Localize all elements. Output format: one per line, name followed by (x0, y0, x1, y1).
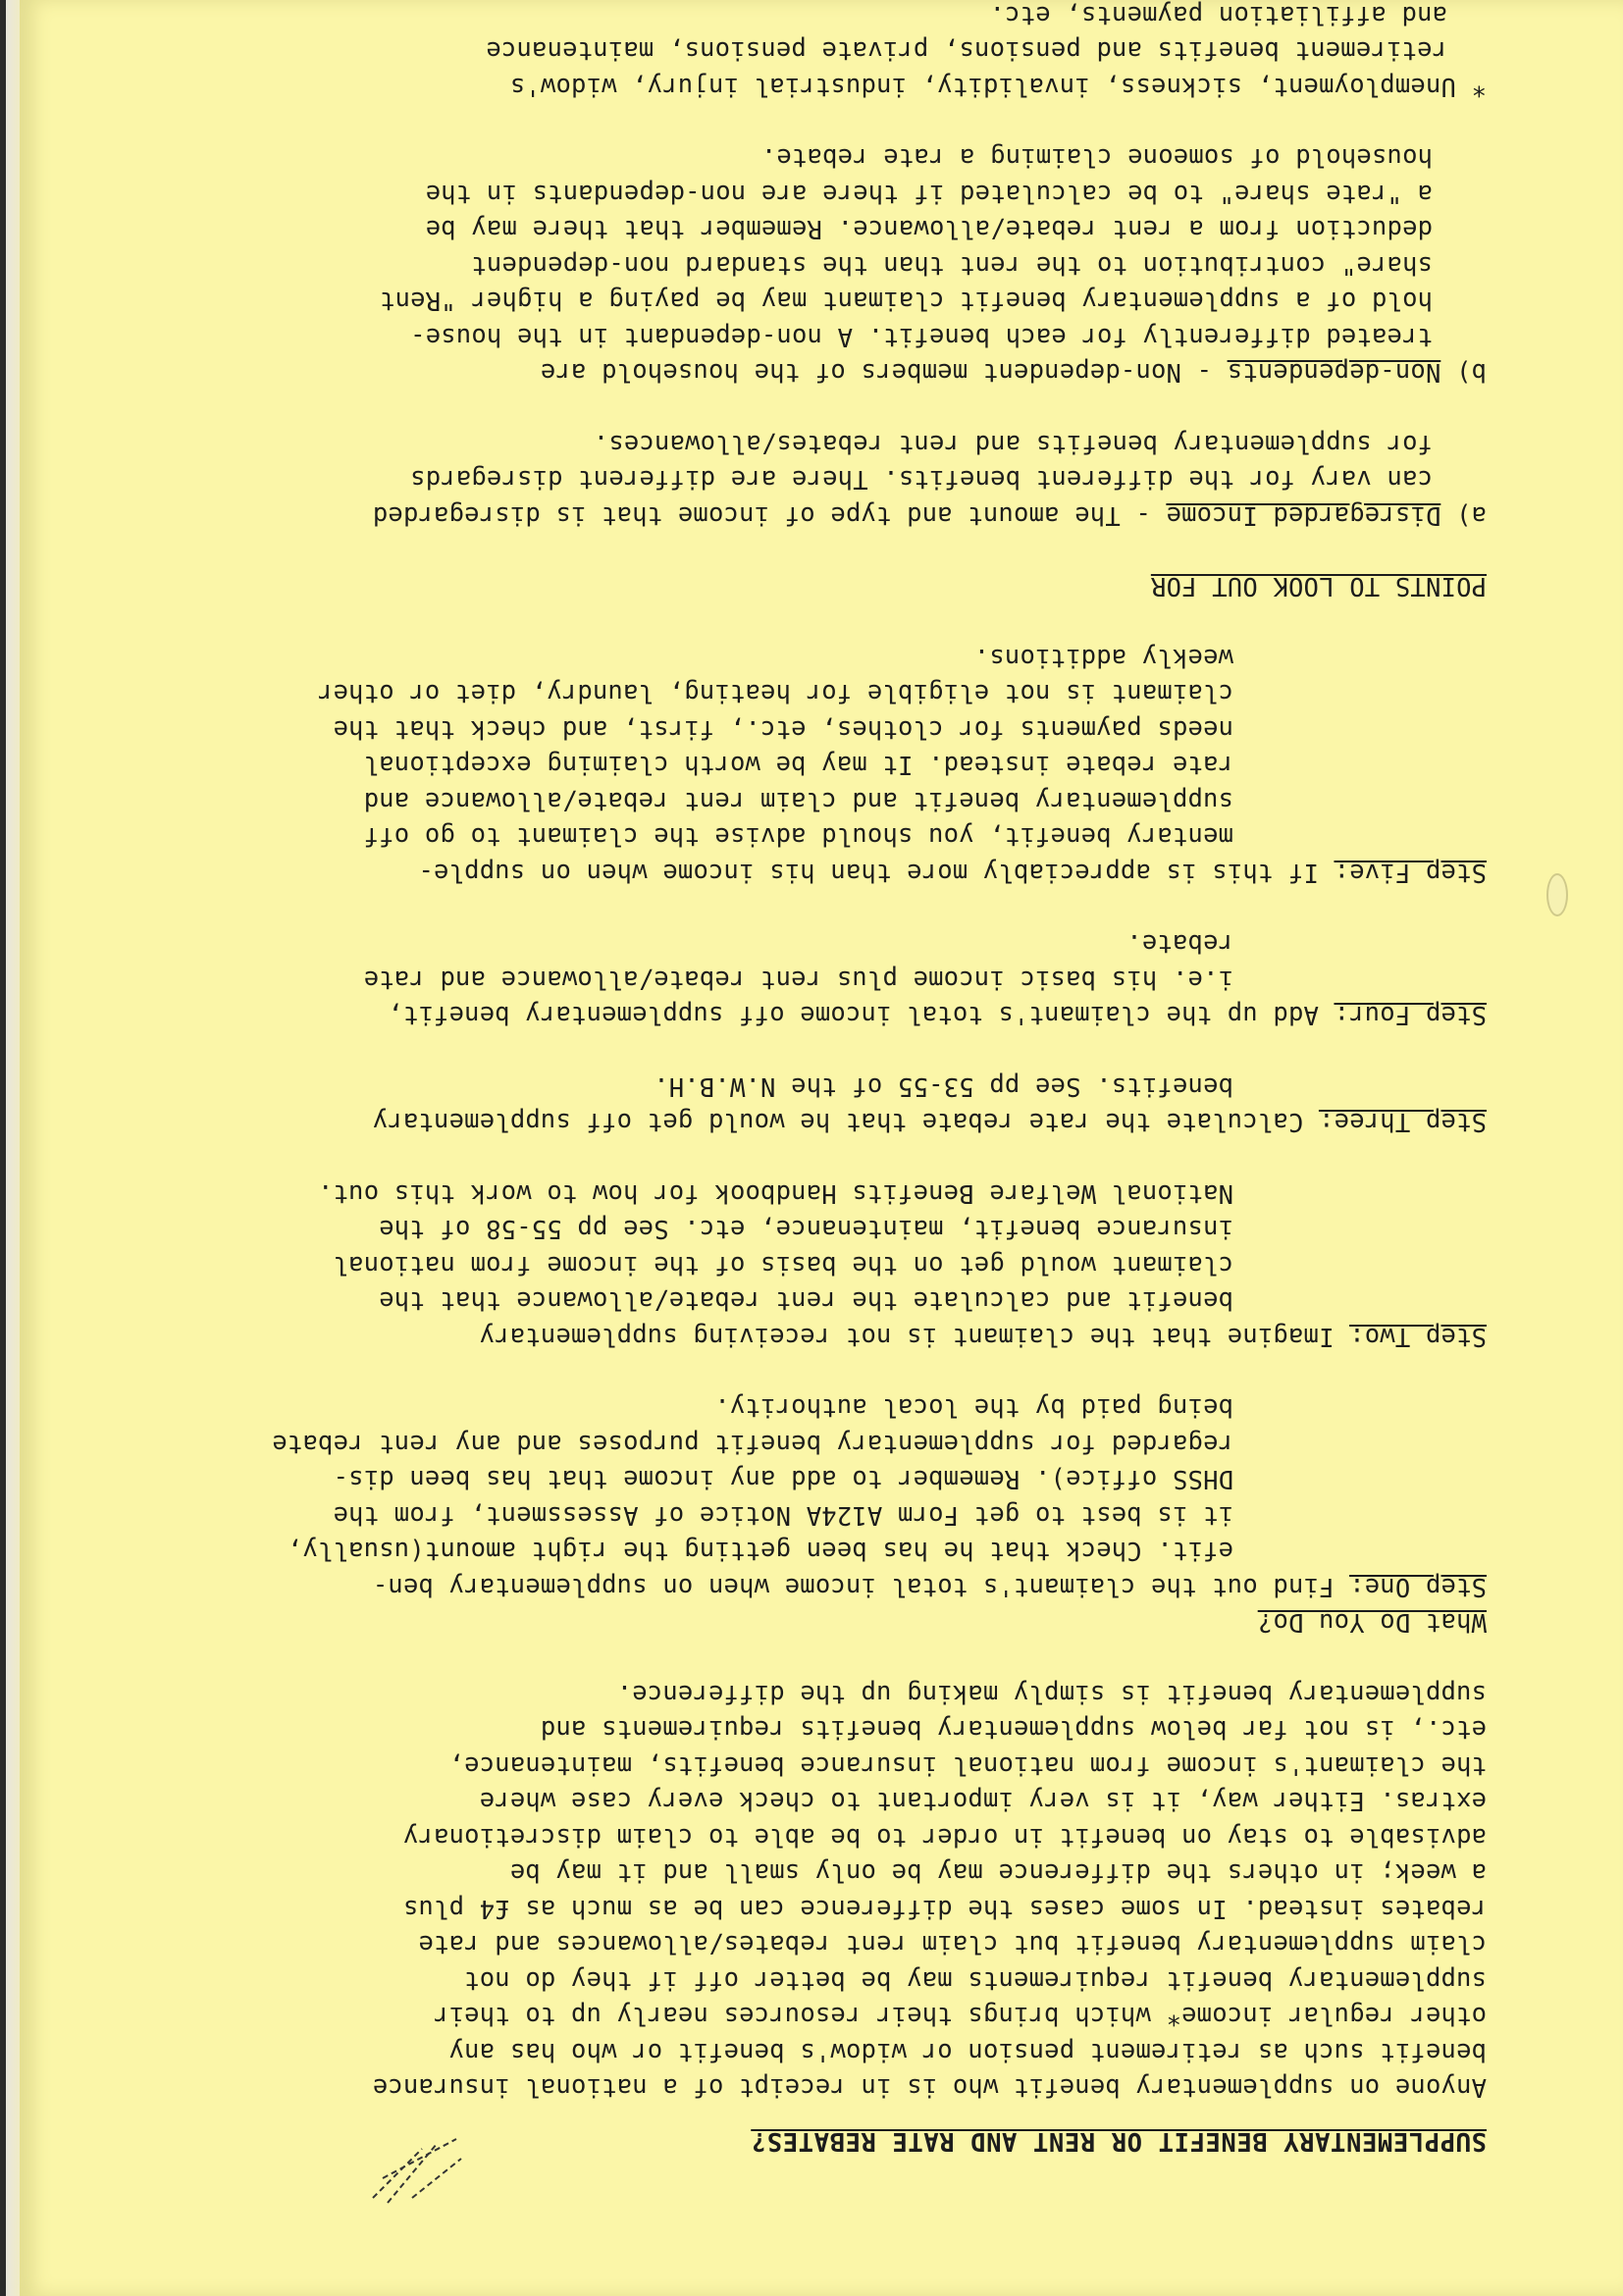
point-line: hold of a supplementary benefit claimant may be paying a higher "Rent (379, 286, 1433, 316)
point-block (93, 139, 1487, 391)
intro-line: etc., is not far below supplementary benefits requirements and (540, 1714, 1487, 1745)
point-line: deduction from a rent rebate/allowance. Remember that there may be (425, 214, 1433, 244)
point-marker: a) (1455, 500, 1487, 530)
step-line: efit. Check that he has been getting the right amount(usually, (287, 1536, 1233, 1566)
footnote-line: * Unemployment, sickness, invalidity, industrial injury, widow's (509, 72, 1487, 101)
point-text: - Non-dependent members of the household are (540, 357, 1228, 388)
footnote (93, 0, 1487, 104)
step-first-line (93, 855, 1487, 891)
step-first-line (93, 1319, 1487, 1355)
step-line: claimant is not eligible for heating, laundry, diet or other (317, 678, 1233, 708)
step-line: i.e. his basic income plus rent rebate/allowance and rate (363, 965, 1233, 994)
intro-line: claim supplementary benefit but claim rent rebates/allowances and rate (418, 1929, 1487, 1959)
points-heading: POINTS TO LOOK OUT FOR (1150, 571, 1487, 601)
step-line: claimant would get on the basis of the income from national (333, 1250, 1233, 1279)
intro-line: rebates instead. In some cases the difference can be as much as £4 plus (402, 1894, 1487, 1923)
intro-line: other regular income* which brings their resources nearly up to their (433, 2001, 1487, 2031)
step-first-line (93, 997, 1487, 1033)
point-marker: b) (1455, 357, 1487, 388)
point-label: Disregarded Income (1166, 500, 1441, 530)
point-first-line (93, 354, 1487, 391)
footnote-line: and affiliation payments, etc. (989, 0, 1447, 29)
step-text: Add up the claimant's total income off supplementary benefit, (388, 1000, 1319, 1030)
intro-line: Anyone on supplementary benefit who is in receipt of a national insurance (372, 2072, 1487, 2103)
step-label: Step Five: (1334, 858, 1487, 887)
points-list (93, 139, 1487, 533)
footnote-line: retirement benefits and pensions, private pensions, maintenance (486, 35, 1447, 66)
step-line: rebate. (1126, 928, 1233, 959)
step-line: mentary benefit, you should advise the claimant to go off (363, 821, 1233, 852)
step-line: insurance benefit, maintenance, etc. See pp 55-58 of the (379, 1214, 1233, 1244)
step-text: If this is appreciably more than his income when on supple- (418, 858, 1319, 887)
point-line: a "rate share" to be calculated if there are non-dependants in the (425, 179, 1433, 208)
handwritten-scribble-icon (353, 2110, 481, 2218)
page-title: SUPPLEMENTARY BENEFIT OR RENT AND RATE REBATES? (751, 2126, 1487, 2156)
point-line: treated differently for each benefit. A non-dependant in the house- (409, 322, 1433, 351)
step-text: Find out the claimant's total income when on supplementary ben- (372, 1572, 1335, 1601)
step-block (93, 1069, 1487, 1140)
step-line: regarded for supplementary benefit purposes and any rent rebate (272, 1429, 1233, 1458)
step-block (93, 925, 1487, 1033)
step-line: it is best to get Form A124A Notice of Assessment, from the (333, 1500, 1233, 1530)
step-line: supplementary benefit and claim rent rebate/allowance and (363, 786, 1233, 815)
point-block (93, 426, 1487, 534)
step-block (93, 640, 1487, 891)
step-label: Step Four: (1334, 1000, 1487, 1030)
step-line: weekly additions. (973, 643, 1233, 672)
point-line: for supplementary benefits and rent rebates/allowances. (593, 429, 1433, 458)
step-text: Calculate the rate rebate that he would get off supplementary (372, 1107, 1304, 1137)
intro-line: a week; in others the difference may be only small and it may be (509, 1857, 1487, 1888)
step-label: Step Three: (1318, 1107, 1487, 1137)
step-line: DHSS office). Remember to add any income that has been dis- (333, 1464, 1233, 1494)
step-line: being paid by the local authority. (714, 1392, 1233, 1423)
step-block (93, 1175, 1487, 1355)
step-line: needs payments for clothes, etc., first, and check that the (333, 714, 1233, 744)
intro-line: the claimant's income from national insurance benefits, maintenance, (448, 1750, 1487, 1780)
point-line: household of someone claiming a rate rebate. (760, 142, 1433, 173)
intro-line: supplementary benefit is simply making up the difference. (616, 1679, 1487, 1708)
point-label: Non-dependents (1227, 357, 1441, 388)
intro-paragraph (93, 1676, 1487, 2106)
step-text: Imagine that the claimant is not receiving supplementary (479, 1322, 1335, 1351)
step-label: Step One: (1349, 1572, 1487, 1601)
intro-line: benefit such as retirement pension or widow's benefit or who has any (448, 2037, 1487, 2066)
step-first-line (93, 1104, 1487, 1140)
step-label: Step Two: (1349, 1322, 1487, 1351)
typed-page (93, 0, 1487, 2159)
punch-hole (1546, 873, 1568, 916)
step-first-line (93, 1569, 1487, 1605)
intro-line: advisable to stay on benefit in order to be able to claim discretionary (402, 1822, 1487, 1852)
steps-list (93, 640, 1487, 1605)
step-line: rate rebate instead. It may be worth claiming exceptional (363, 750, 1233, 780)
step-line: National Welfare Benefits Handbook for how to work this out. (317, 1178, 1233, 1208)
step-block (93, 1389, 1487, 1604)
step-line: benefits. See pp 53-55 of the N.W.B.H. (654, 1071, 1233, 1101)
point-text: - The amount and type of income that is disregarded (372, 500, 1167, 530)
step-line: benefit and calculate the rent rebate/allowance that the (379, 1285, 1233, 1316)
point-line: share" contribution to the rent than the standard non-dependent (471, 250, 1433, 280)
intro-line: supplementary benefit requirements may be better off if they do not (463, 1965, 1487, 1995)
what-do-you-do-heading: What Do You Do? (1257, 1607, 1487, 1638)
point-line: can vary for the different benefits. There are different disregards (409, 464, 1433, 495)
point-first-line (93, 497, 1487, 534)
intro-line: extras. Either way, it is very important to check every case where (479, 1786, 1487, 1816)
